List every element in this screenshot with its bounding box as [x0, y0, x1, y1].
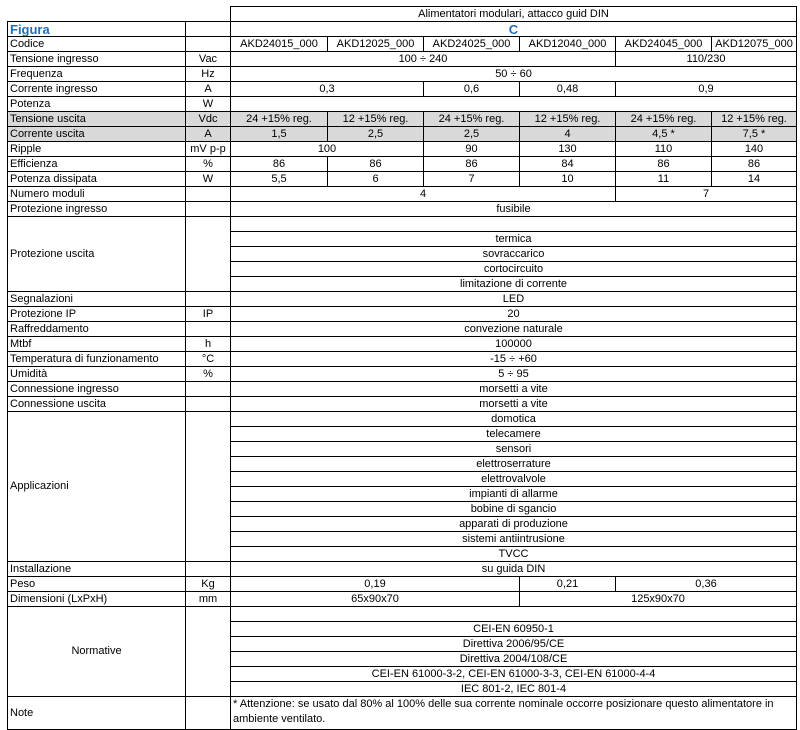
list-item: elettrovalvole: [231, 472, 797, 487]
frequenza-row: [8, 67, 797, 82]
row-label: Frequenza: [8, 67, 186, 82]
list-item: IEC 801-2, IEC 801-4: [231, 682, 797, 697]
cell-value: 7: [616, 187, 797, 202]
cell-value: 90: [424, 142, 520, 157]
figura-value: C: [231, 22, 797, 37]
temperatura-row: [8, 352, 797, 367]
cell-value: 24 +15% reg.: [616, 112, 712, 127]
note-row: [8, 697, 797, 730]
unit: A: [186, 82, 231, 97]
row-label: Tensione uscita: [8, 112, 186, 127]
protezione-ip-row: [8, 307, 797, 322]
cell-value: morsetti a vite: [231, 397, 797, 412]
cell-value: 14: [712, 172, 797, 187]
unit: Vac: [186, 52, 231, 67]
row-label: Connessione ingresso: [8, 382, 186, 397]
cell-value: 4: [231, 187, 616, 202]
list-item: Direttiva 2004/108/CE: [231, 652, 797, 667]
dimensioni-row: [8, 592, 797, 607]
unit: Hz: [186, 67, 231, 82]
cell-value: 4,5 *: [616, 127, 712, 142]
efficienza-row: [8, 157, 797, 172]
unit: mm: [186, 592, 231, 607]
cell-value: 0,36: [616, 577, 797, 592]
row-label: Segnalazioni: [8, 292, 186, 307]
cell-value: 86: [328, 157, 424, 172]
list-item: elettroserrature: [231, 457, 797, 472]
cell-value: 1,5: [231, 127, 328, 142]
unit: W: [186, 172, 231, 187]
row-label: Potenza dissipata: [8, 172, 186, 187]
cell-value: 110: [616, 142, 712, 157]
list-item: telecamere: [231, 427, 797, 442]
row-label: Corrente ingresso: [8, 82, 186, 97]
row-label: Efficienza: [8, 157, 186, 172]
peso-row: [8, 577, 797, 592]
list-item: Direttiva 2006/95/CE: [231, 637, 797, 652]
cell-value: 7: [424, 172, 520, 187]
unit: h: [186, 337, 231, 352]
mtbf-row: [8, 337, 797, 352]
unit: A: [186, 127, 231, 142]
tensione-ingresso-row: [8, 52, 797, 67]
row-label: Numero moduli: [8, 187, 186, 202]
cell-value: 86: [616, 157, 712, 172]
cell-value: 110/230: [616, 52, 797, 67]
list-item: bobine di sgancio: [231, 502, 797, 517]
cell-value: 2,5: [424, 127, 520, 142]
cell-value: 7,5 *: [712, 127, 797, 142]
cell-value: 24 +15% reg.: [424, 112, 520, 127]
table-title: Alimentatori modulari, attacco guid DIN: [231, 7, 797, 22]
model-code: AKD24025_000: [424, 37, 520, 52]
cell-value: 24 +15% reg.: [231, 112, 328, 127]
cell-value: 0,21: [520, 577, 616, 592]
row-label: Protezione ingresso: [8, 202, 186, 217]
figura-label: Figura: [8, 22, 186, 37]
row-label: Raffreddamento: [8, 322, 186, 337]
figura-row: [8, 22, 797, 37]
row-label: Protezione IP: [8, 307, 186, 322]
unit: W: [186, 97, 231, 112]
row-label: Applicazioni: [8, 412, 186, 562]
row-label: Tensione ingresso: [8, 52, 186, 67]
unit: °C: [186, 352, 231, 367]
cell-value: 10: [520, 172, 616, 187]
cell-value: 100 ÷ 240: [231, 52, 616, 67]
cell-value: 0,6: [424, 82, 520, 97]
row-label: Mtbf: [8, 337, 186, 352]
unit: %: [186, 157, 231, 172]
cell-value: 140: [712, 142, 797, 157]
list-item: limitazione di corrente: [231, 277, 797, 292]
row-label: Umidità: [8, 367, 186, 382]
cell-value: 6: [328, 172, 424, 187]
cell-value: 0,48: [520, 82, 616, 97]
cell-value: 4: [520, 127, 616, 142]
cell-value: 5,5: [231, 172, 328, 187]
cell-value: 84: [520, 157, 616, 172]
row-label: Codice: [8, 37, 186, 52]
list-item: TVCC: [231, 547, 797, 562]
cell-value: 86: [712, 157, 797, 172]
cell-value: 100000: [231, 337, 797, 352]
cell-value: 20: [231, 307, 797, 322]
cell-value: 100: [231, 142, 424, 157]
potenza-dissipata-row: [8, 172, 797, 187]
row-label: Temperatura di funzionamento: [8, 352, 186, 367]
model-code: AKD24015_000: [231, 37, 328, 52]
row-label: Ripple: [8, 142, 186, 157]
raffreddamento-row: [8, 322, 797, 337]
cell-value: 65x90x70: [231, 592, 520, 607]
corrente-uscita-row: [8, 127, 797, 142]
row-label: Peso: [8, 577, 186, 592]
applicazioni-row: [8, 412, 797, 427]
list-item: sovraccarico: [231, 247, 797, 262]
list-item: impianti di allarme: [231, 487, 797, 502]
row-label: Note: [8, 697, 186, 730]
unit: Kg: [186, 577, 231, 592]
model-code: AKD12025_000: [328, 37, 424, 52]
cell-value: fusibile: [231, 202, 797, 217]
cell-value: 0,9: [616, 82, 797, 97]
row-label: Potenza: [8, 97, 186, 112]
protezione-ingresso-row: [8, 202, 797, 217]
unit: mV p-p: [186, 142, 231, 157]
connessione-ingresso-row: [8, 382, 797, 397]
ripple-row: [8, 142, 797, 157]
cell-value: 130: [520, 142, 616, 157]
title-row: [8, 7, 797, 22]
codice-row: [8, 37, 797, 52]
umidita-row: [8, 367, 797, 382]
row-label: Connessione uscita: [8, 397, 186, 412]
list-item: CEI-EN 60950-1: [231, 622, 797, 637]
note-text: * Attenzione: se usato dal 80% al 100% delle sua corrente nominale occorre posizionare questo alimentatore in ambiente ventilato.: [231, 697, 797, 730]
row-label: Protezione uscita: [8, 217, 186, 292]
list-item: cortocircuito: [231, 262, 797, 277]
cell-value: 86: [231, 157, 328, 172]
unit: Vdc: [186, 112, 231, 127]
cell-value: 50 ÷ 60: [231, 67, 797, 82]
row-label: Dimensioni (LxPxH): [8, 592, 186, 607]
cell-value: -15 ÷ +60: [231, 352, 797, 367]
unit: %: [186, 367, 231, 382]
list-item: domotica: [231, 412, 797, 427]
cell-value: su guida DIN: [231, 562, 797, 577]
model-code: AKD12075_000: [712, 37, 797, 52]
potenza-row: [8, 97, 797, 112]
cell-value: 12 +15% reg.: [712, 112, 797, 127]
row-label: Normative: [8, 607, 186, 697]
numero-moduli-row: [8, 187, 797, 202]
model-code: AKD24045_000: [616, 37, 712, 52]
row-label: Corrente uscita: [8, 127, 186, 142]
list-item: sensori: [231, 442, 797, 457]
cell-value: 5 ÷ 95: [231, 367, 797, 382]
cell-value: convezione naturale: [231, 322, 797, 337]
cell-value: 0,3: [231, 82, 424, 97]
cell-value: 12 +15% reg.: [328, 112, 424, 127]
installazione-row: [8, 562, 797, 577]
cell-value: 11: [616, 172, 712, 187]
cell-value: 12 +15% reg.: [520, 112, 616, 127]
spec-table: [7, 6, 797, 730]
cell-value: 2,5: [328, 127, 424, 142]
cell-value: 0,19: [231, 577, 520, 592]
cell-value: LED: [231, 292, 797, 307]
list-item: CEI-EN 61000-3-2, CEI-EN 61000-3-3, CEI-EN 61000-4-4: [231, 667, 797, 682]
model-code: AKD12040_000: [520, 37, 616, 52]
unit: IP: [186, 307, 231, 322]
cell-value: 125x90x70: [520, 592, 797, 607]
protezione-uscita-row: [8, 217, 797, 232]
row-label: Installazione: [8, 562, 186, 577]
cell-value: morsetti a vite: [231, 382, 797, 397]
segnalazioni-row: [8, 292, 797, 307]
connessione-uscita-row: [8, 397, 797, 412]
corrente-ingresso-row: [8, 82, 797, 97]
cell-value: 86: [424, 157, 520, 172]
list-item: termica: [231, 232, 797, 247]
normative-row: [8, 607, 797, 622]
list-item: sistemi antiintrusione: [231, 532, 797, 547]
list-item: apparati di produzione: [231, 517, 797, 532]
tensione-uscita-row: [8, 112, 797, 127]
